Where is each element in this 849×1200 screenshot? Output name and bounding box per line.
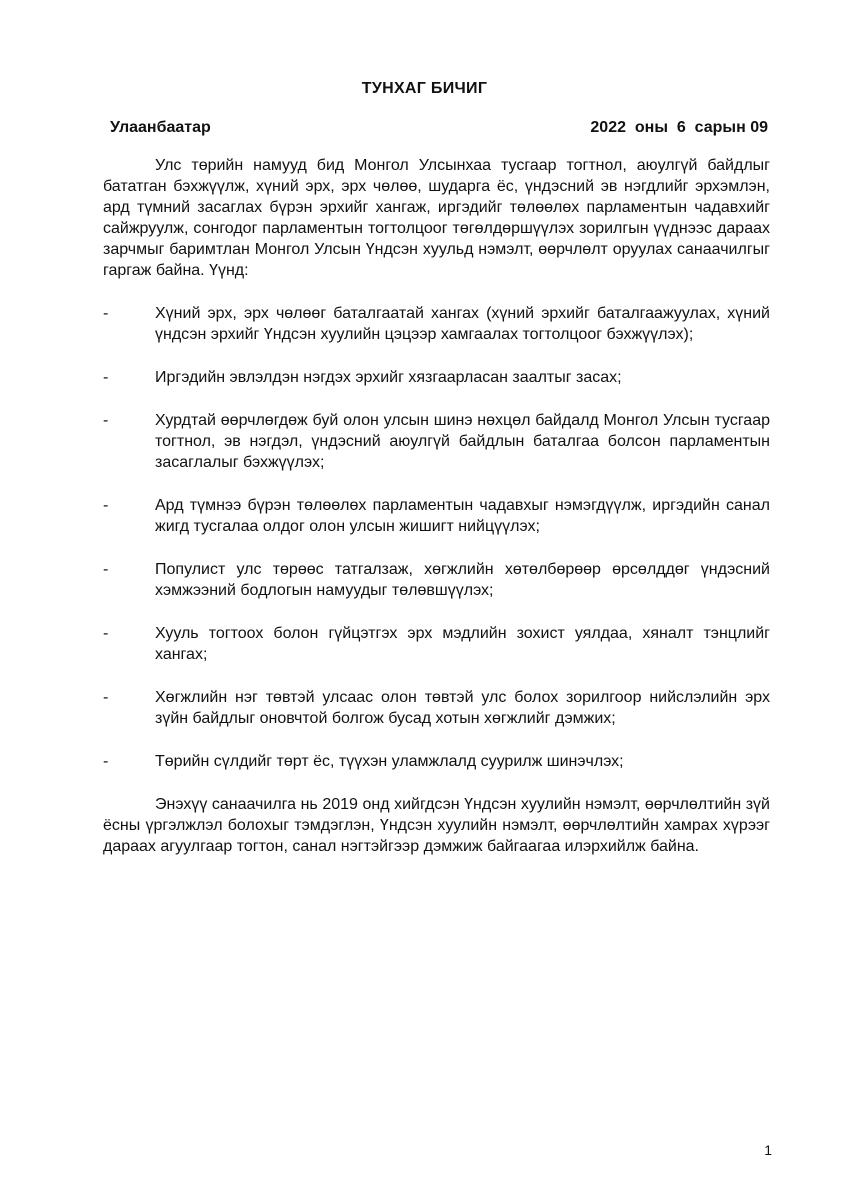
bullet-dash: - (103, 625, 109, 642)
document-title: ТУНХАГ БИЧИГ (361, 80, 488, 97)
bullet-item (103, 751, 770, 772)
place-label: Улаанбаатар (110, 119, 211, 136)
bullet-dash: - (103, 561, 109, 578)
bullet-dash: - (103, 689, 109, 706)
bullet-text: Хүний эрх, эрх чөлөөг баталгаатай хангах (хүний эрхийг баталгаажуулах, хүний үндсэн эрхийг Үндсэн хуулийн цэцээр хамгаалах тогтолцоог бэхжүүлэх); (155, 305, 770, 343)
document-body (103, 155, 770, 857)
bullet-dash: - (103, 412, 109, 429)
bullet-item (103, 623, 770, 665)
place-date-line (110, 119, 768, 137)
bullet-item (103, 559, 770, 601)
bullet-item (103, 367, 770, 388)
closing-paragraph: Энэхүү санаачилга нь 2019 онд хийгдсэн Үндсэн хуулийн нэмэлт, өөрчлөлтийн зүй ёсны үргэлжлэл болохыг тэмдэглэн, Үндсэн хуулийн нэмэлт, өөрчлөлтийн хамрах хүрээг дараах агуулгаар тогтон, санал нэгтэйгээр дэмжиж байгаагаа илэрхийлж байна. (103, 796, 770, 855)
bullet-dash: - (103, 305, 109, 322)
bullet-item (103, 410, 770, 473)
bullet-item (103, 495, 770, 537)
bullet-item (103, 303, 770, 345)
bullet-dash: - (103, 753, 109, 770)
bullet-text: Хурдтай өөрчлөгдөж буй олон улсын шинэ нөхцөл байдалд Монгол Улсын тусгаар тогтнол, эв нэгдэл, үндэсний аюулгүй байдлын баталгаа болсон парламентын засаглалыг бэхжүүлэх; (155, 412, 770, 471)
bullet-dash: - (103, 497, 109, 514)
intro-paragraph: Улс төрийн намууд бид Монгол Улсынхаа тусгаар тогтнол, аюулгүй байдлыг бататган бэхжүүлж, хүний эрх, эрх чөлөө, шударга ёс, үндэсний эв нэгдлийг эрхэмлэн, ард түмний засаглах бүрэн эрхийг хангаж, иргэдийг төлөөлөх парламентын чадавхийг сайжруулж, сонгодог парламентын тогтолцоог төгөлдөршүүлэх зорилгын үүднээс дараах зарчмыг баримтлан Монгол Улсын Үндсэн хуульд нэмэлт, өөрчлөлт оруулах санаачилгыг гаргаж байна. Үүнд: (103, 157, 770, 279)
bullet-text: Хууль тогтоох болон гүйцэтгэх эрх мэдлийн зохист уялдаа, хяналт тэнцлийг хангах; (155, 625, 770, 663)
bullet-text: Ард түмнээ бүрэн төлөөлөх парламентын чадавхыг нэмэгдүүлж, иргэдийн санал жигд тусгалаа олдог олон улсын жишигт нийцүүлэх; (155, 497, 770, 535)
bullet-text: Популист улс төрөөс татгалзаж, хөгжлийн хөтөлбөрөөр өрсөлддөг үндэсний хэмжээний бодлогын намуудыг төлөвшүүлэх; (155, 561, 770, 599)
bullet-text: Төрийн сүлдийг төрт ёс, түүхэн уламжлалд суурилж шинэчлэх; (155, 753, 624, 770)
page-number: 1 (764, 1142, 772, 1158)
bullet-text: Иргэдийн эвлэлдэн нэгдэх эрхийг хязгаарласан заалтыг засах; (155, 369, 622, 386)
date-label: 2022 оны 6 сарын 09 (590, 119, 768, 136)
bullet-item (103, 687, 770, 729)
bullet-dash: - (103, 369, 109, 386)
bullet-text: Хөгжлийн нэг төвтэй улсаас олон төвтэй улс болох зорилгоор нийслэлийн эрх зүйн байдлыг оновчтой болгож бусад хотын хөгжлийг дэмжих; (155, 689, 770, 727)
